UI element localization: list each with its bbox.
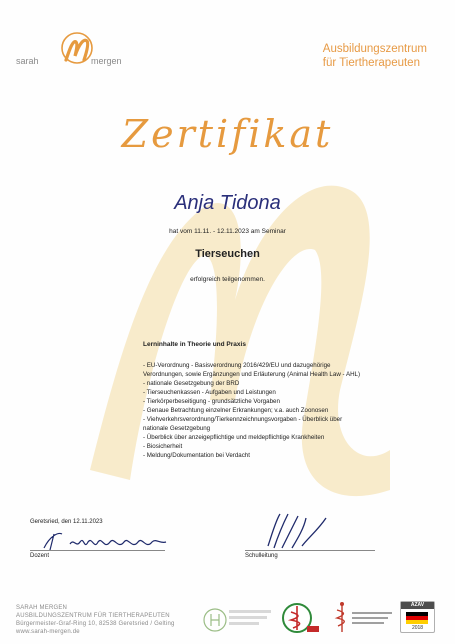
dgt-logo-icon [281,600,321,636]
list-item: nationale Gesetzgebung [143,425,211,432]
lecturer-signature-line [30,550,165,551]
list-item: - Meldung/Dokumentation bei Verdacht [143,452,250,459]
learning-contents [143,340,373,460]
medical-association-logo-icon [332,600,396,636]
sarah-mergen-logo-icon [18,30,138,80]
place-date: Geretsried, den 12.11.2023 [30,519,103,525]
course-name: Tierseuchen [195,248,260,260]
footer-address [16,604,175,636]
contents-list [143,361,373,460]
contents-heading: Lerninhalte in Theorie und Praxis [143,341,246,348]
institution-line-2: für Tiertherapeuten [322,57,420,69]
list-item: Verordnungen, sowie Ergänzungen und Erläuterung (Animal Health Law - AHL) [143,371,361,378]
association-logo-icon [203,600,275,636]
list-item: - Viehverkehrsverordnung/Tierkennzeichnungsvorgaben - Überblick über [143,416,343,423]
logo-text-mergen: mergen [91,56,122,66]
list-item: - EU-Verordnung - Basisverordnung 2016/429/EU und dazugehörige [143,362,331,369]
director-label: Schulleitung [245,553,278,559]
certificate-title: Zertifikat [121,112,334,156]
list-item: - Überblick über anzeigepflichtige und meldepflichtige Krankheiten [143,434,325,441]
footer-line-2: AUSBILDUNGSZENTRUM FÜR TIERTHERAPEUTEN [16,613,170,619]
lecturer-label: Dozent [30,553,50,559]
footer-line-3: Bürgermeister-Graf-Ring 10, 82538 Geretsried / Gelting [16,621,175,627]
attended-line: hat vom 11.11. - 12.11.2023 am Seminar [169,228,286,235]
completed-line: erfolgreich teilgenommen. [190,276,265,283]
azav-seal [400,601,435,633]
footer-line-4: www.sarah-mergen.de [16,629,80,635]
recipient-name: Anja Tidona [174,192,281,214]
director-signature-line [245,550,375,551]
footer-line-1: SARAH MERGEN [16,605,68,611]
institution-name [323,42,427,70]
list-item: - nationale Gesetzgebung der BRD [143,380,240,387]
list-item: - Genaue Betrachtung einzelner Erkrankungen; v.a. auch Zoonosen [143,407,329,414]
german-flag-icon [406,612,428,624]
azav-year: 2018 [411,625,424,631]
list-item: - Tierseuchenkassen - Aufgaben und Leistungen [143,389,276,396]
list-item: - Tierkörperbeseitigung - grundsätzliche Vorgaben [143,398,280,405]
list-item: - Biosicherheit [143,443,183,450]
director-signature-icon [262,508,332,550]
azav-label: AZAV [401,602,434,609]
institution-line-1: Ausbildungszentrum [322,43,427,55]
logo-text-sarah: sarah [16,56,39,66]
